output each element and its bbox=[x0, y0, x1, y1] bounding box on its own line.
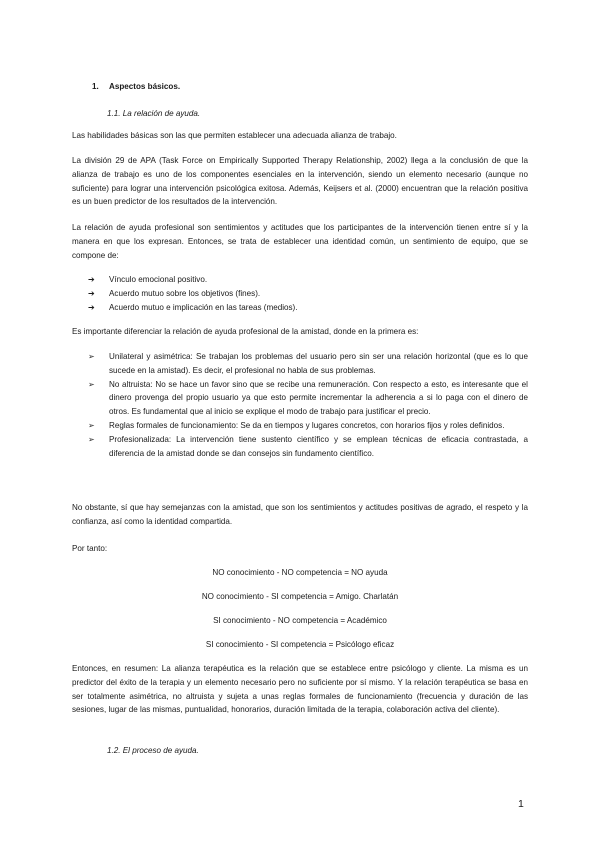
term-no-altruista: No altruista: bbox=[109, 379, 153, 389]
section-title: Aspectos básicos. bbox=[109, 82, 181, 91]
equation-academico: SI conocimiento - NO competencia = Académico bbox=[213, 616, 387, 625]
term-unilateral: Unilateral y asimétrica: bbox=[109, 352, 193, 361]
section-number: 1. bbox=[92, 82, 99, 91]
paragraph-semejanzas: No obstante, sí que hay semejanzas con la amistad, que son los sentimientos y actitudes positivas de agrado, el respeto y la confianza, así como la identidad compartida. bbox=[72, 503, 528, 526]
paragraph-resumen: Entonces, en resumen: La alianza terapéutica es la relación que se establece entre psicólogo y cliente. La misma es un predictor del éxito de la terapia y un elemento necesario pero no suficiente por sí mismo. Y la relación terapéutica se basa en ser totalmente asimétrica, no altruista y sujeta a unas reglas formales de funcionamiento (frecuencia y duración de las sesiones, lugar de las mismas, puntualidad, honorarios, duración limitada de la terapia, colaboración activa del cliente). bbox=[72, 664, 528, 715]
list-item: ➢ No altruista: No se hace un favor sino que se recibe una remuneración. Con respecto a esto, es interesante que el dinero provenga del propio usuario ya que esto permite incrementar la adherencia a si lo paga con el dinero de otros. Es fundamental que al inicio se explique el modo de trabajo para justificar el precio. bbox=[88, 379, 528, 417]
arrowhead-bullet-icon: ➢ bbox=[88, 352, 95, 361]
arrow-bullet-icon: ➔ bbox=[88, 275, 95, 284]
arrowhead-bullet-icon: ➢ bbox=[88, 420, 95, 430]
arrowhead-bullet-icon: ➢ bbox=[88, 379, 95, 389]
page-number: 1 bbox=[518, 798, 524, 810]
arrow-bullet-icon: ➔ bbox=[88, 302, 95, 312]
list-componentes bbox=[72, 273, 528, 314]
paragraph-relacion-ayuda: La relación de ayuda profesional son sentimientos y actitudes que los participantes de la intervención tienen entre sí y la manera en que los expresan. Entonces, se trata de establecer una identidad común, un sentimiento de equipo, que se compone de: bbox=[72, 223, 528, 260]
list-caracteristicas bbox=[72, 350, 528, 460]
term-profesionalizada: Profesionalizada: bbox=[109, 434, 172, 444]
paragraph-habilidades: Las habilidades básicas son las que permiten establecer una adecuada alianza de trabajo. bbox=[72, 131, 397, 140]
arrow-bullet-icon: ➔ bbox=[88, 288, 95, 298]
subsection-heading-relacion: 1.1. La relación de ayuda. bbox=[107, 109, 201, 118]
list-item: ➢ Reglas formales de funcionamiento: Se da en tiempos y lugares concretos, con horarios fijos y roles definidos. bbox=[72, 419, 528, 433]
list-item: ➔ Acuerdo mutuo e implicación en las tareas (medios). bbox=[72, 301, 528, 315]
list-item: ➢ Unilateral y asimétrica: Se trabajan los problemas del usuario pero sin ser una relación horizontal (que es lo que sucede en la amistad). Es decir, el profesional no habla de sus problemas. bbox=[88, 352, 528, 375]
arrowhead-bullet-icon: ➢ bbox=[88, 434, 95, 444]
equation-amigo: NO conocimiento - SI competencia = Amigo. Charlatán bbox=[201, 592, 399, 601]
list-item: ➔ Vínculo emocional positivo. bbox=[72, 273, 528, 287]
paragraph-diferenciar: Es importante diferenciar la relación de ayuda profesional de la amistad, donde en la primera es: bbox=[72, 327, 419, 336]
equation-no-ayuda: NO conocimiento - NO competencia = NO ayuda bbox=[212, 568, 388, 577]
subsection-heading-proceso: 1.2. El proceso de ayuda. bbox=[107, 746, 199, 755]
list-item: ➢ Profesionalizada: La intervención tiene sustento científico y se emplean técnicas de eficacia contrastada, a diferencia de la amistad donde se dan consejos sin fundamento científico. bbox=[88, 434, 528, 458]
paragraph-division-29: La división 29 de APA (Task Force on Empirically Supported Therapy Relationship, 2002) llega a la conclusión de que la alianza de trabajo es uno de los componentes esenciales en la intervención, siendo un elemento necesario (aunque no suficiente) para lograr una intervención psicológica exitosa. Además, Keijsers et al. (2000) encuentran que la relación positiva es un buen predictor de los resultados de la intervención. bbox=[72, 156, 528, 207]
section-heading bbox=[92, 80, 180, 94]
equation-psicologo-eficaz: SI conocimiento - SI competencia = Psicólogo eficaz bbox=[205, 640, 395, 649]
paragraph-por-tanto: Por tanto: bbox=[72, 544, 108, 553]
list-item: ➔ Acuerdo mutuo sobre los objetivos (fines). bbox=[72, 287, 528, 301]
term-reglas-formales: Reglas formales de funcionamiento: bbox=[109, 420, 239, 430]
